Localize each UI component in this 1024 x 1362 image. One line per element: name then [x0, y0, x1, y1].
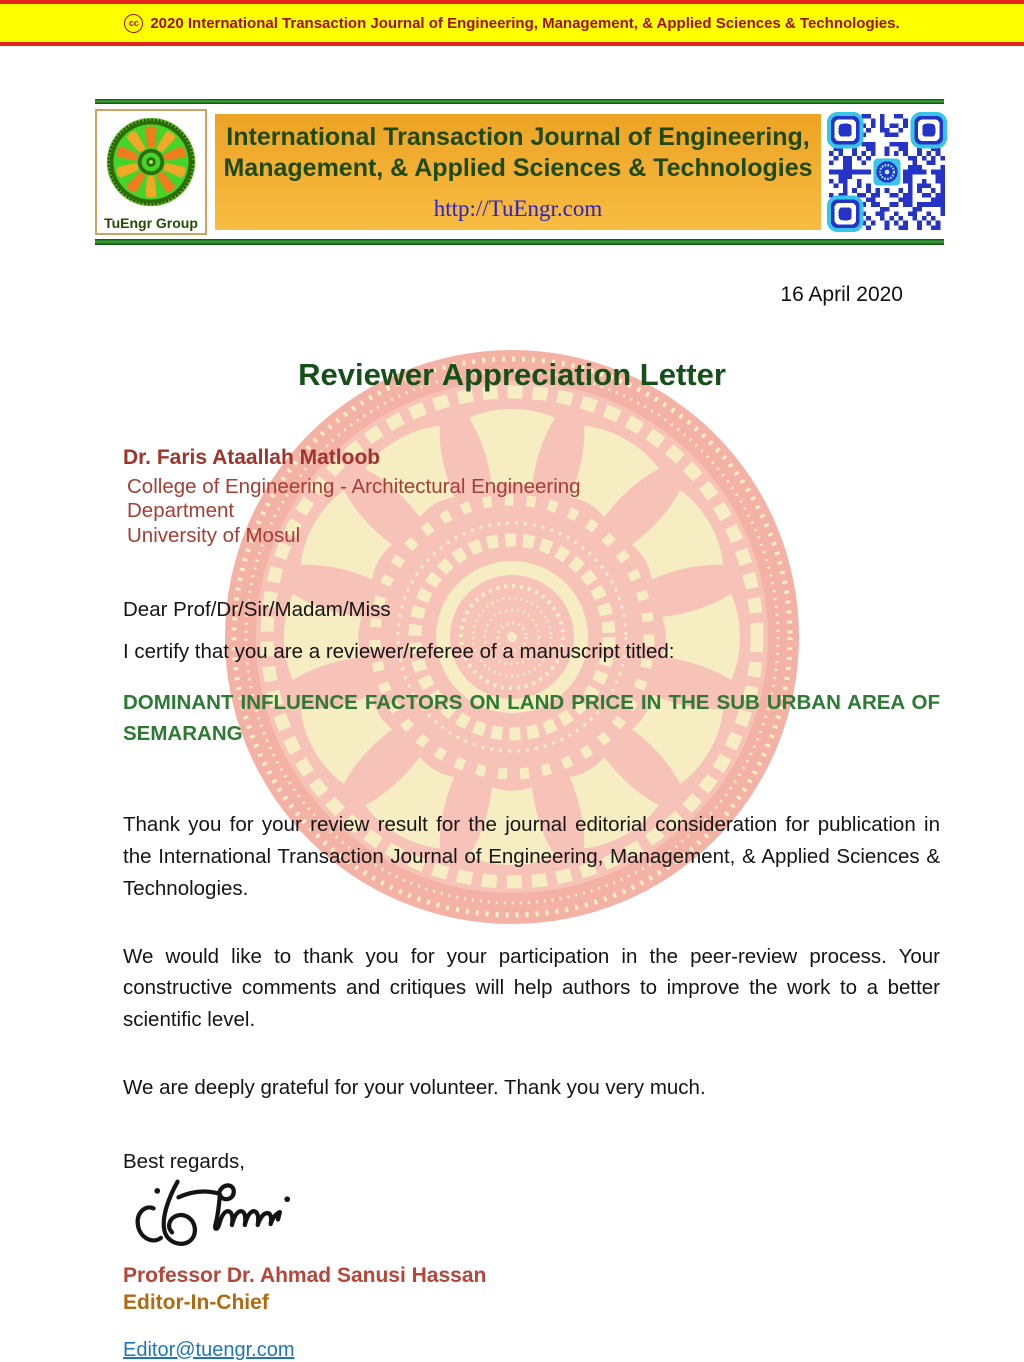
letter-body — [123, 445, 940, 1362]
qr-code — [829, 112, 945, 232]
header-rule-bottom — [95, 239, 944, 245]
journal-banner — [215, 114, 821, 230]
qr-code-icon — [829, 114, 945, 230]
journal-header — [95, 104, 945, 239]
journal-title — [223, 122, 812, 183]
copyright-text: 2020 International Transaction Journal of Engineering, Management, & Applied Sciences & Technologies. — [150, 14, 900, 32]
certify-line: I certify that you are a reviewer/referee of a manuscript titled: — [123, 639, 675, 663]
body-paragraph: We are deeply grateful for your volunteer. Thank you very much. — [123, 1075, 706, 1099]
body-paragraph: Thank you for your review result for the journal editorial consideration for publication in the International Transaction Journal of Engineering, Management, & Applied Sciences & Technologies. — [123, 813, 940, 900]
recipient-affiliation-line: College of Engineering - Architectural Engineering — [127, 475, 581, 499]
letter-date: 16 April 2020 — [780, 283, 903, 306]
signer-name: Professor Dr. Ahmad Sanusi Hassan — [123, 1263, 487, 1287]
closing-line: Best regards, — [123, 1149, 245, 1173]
recipient-name: Dr. Faris Ataallah Matloob — [123, 446, 381, 469]
page-title: Reviewer Appreciation Letter — [298, 357, 726, 392]
editor-email-link[interactable]: Editor@tuengr.com — [123, 1338, 295, 1361]
cc-license-icon: cc — [124, 14, 143, 33]
recipient-affiliation-line: Department — [127, 499, 235, 523]
journal-url-link[interactable]: http://TuEngr.com — [433, 196, 603, 221]
journal-title-line2: Management, & Applied Sciences & Technologies — [223, 153, 813, 182]
copyright-strip — [0, 0, 1024, 46]
logo-caption: TuEngr Group — [104, 215, 198, 231]
signer-role: Editor-In-Chief — [123, 1290, 269, 1314]
body-paragraph: We would like to thank you for your participation in the peer-review process. Your constructive comments and critiques will help authors to improve the work to a better scientific level. — [123, 944, 940, 1032]
salutation: Dear Prof/Dr/Sir/Madam/Miss — [123, 597, 391, 621]
tuengr-logo — [95, 109, 207, 235]
tuengr-wheel-icon — [103, 115, 199, 209]
manuscript-title: DOMINANT INFLUENCE FACTORS ON LAND PRICE IN THE SUB URBAN AREA OF SEMARANG — [123, 690, 940, 745]
handwritten-signature — [125, 1170, 337, 1256]
journal-title-line1: International Transaction Journal of Engineering, — [226, 123, 810, 151]
recipient-affiliation-line: University of Mosul — [127, 523, 301, 547]
recipient-block — [123, 445, 940, 548]
